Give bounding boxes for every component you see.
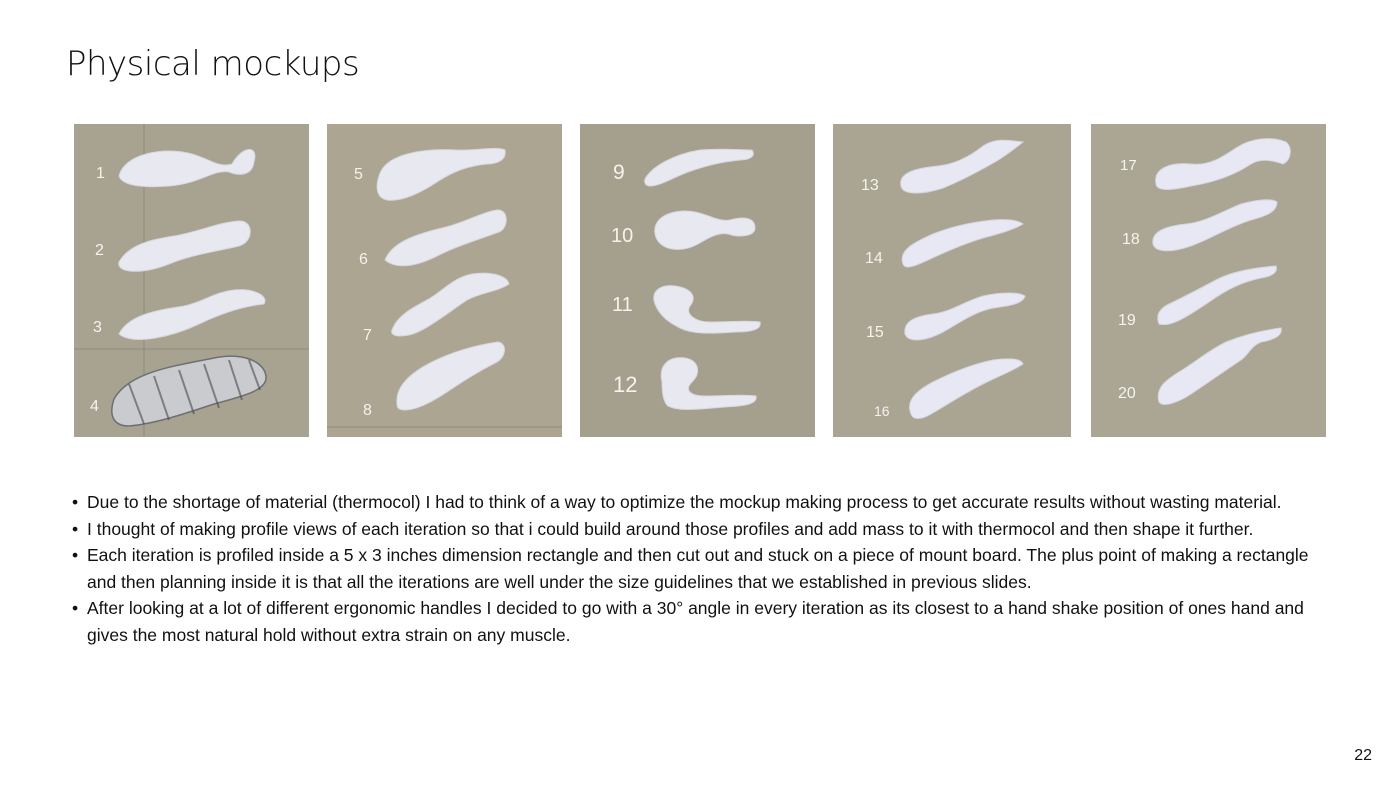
cutout-shape — [119, 290, 265, 340]
mockup-label: 3 — [93, 319, 102, 336]
cutout-shape — [119, 149, 255, 186]
mockup-photo-2 — [327, 124, 562, 437]
cutout-shape — [905, 293, 1025, 340]
mockup-photo-5 — [1091, 124, 1326, 437]
cutout-shape — [385, 210, 506, 266]
mockup-label: 6 — [359, 251, 368, 268]
cutout-shape — [645, 149, 754, 186]
mockup-label: 15 — [866, 324, 884, 341]
mockup-label: 17 — [1120, 157, 1137, 174]
cutout-shape — [910, 359, 1023, 419]
mockup-photo-4 — [833, 124, 1071, 437]
cutout-shape — [1156, 139, 1291, 190]
notes-list — [72, 489, 1322, 648]
mockup-shapes — [833, 124, 1071, 437]
cutout-shape — [392, 273, 509, 336]
cutout-shape — [1158, 266, 1277, 325]
mockup-label: 8 — [363, 402, 372, 419]
slide-title: Physical mockups — [66, 44, 360, 84]
page-number: 22 — [1354, 747, 1372, 764]
mockup-label: 16 — [874, 403, 890, 419]
cutout-shape — [1158, 328, 1281, 404]
mockup-label: 18 — [1122, 231, 1140, 248]
cutout-shape — [902, 220, 1023, 267]
mockup-label: 14 — [865, 250, 883, 267]
mockup-label: 20 — [1118, 385, 1136, 402]
mockup-label: 1 — [96, 165, 105, 182]
mockup-label: 7 — [363, 327, 372, 344]
mockup-label: 9 — [613, 161, 625, 184]
mockup-label: 2 — [95, 242, 104, 259]
mockup-shapes — [74, 124, 309, 437]
mockup-label: 5 — [354, 166, 363, 183]
cutout-shape — [119, 221, 250, 271]
cutout-shape — [1153, 200, 1277, 251]
note-item: • I thought of making profile views of each iteration so that i could build around those profiles and add mass to it with thermocol and then shape it further. — [72, 516, 1322, 543]
cutout-shape — [661, 358, 756, 410]
cutout-shape — [377, 148, 505, 200]
note-item: • After looking at a lot of different ergonomic handles I decided to go with a 30° angle in every iteration as its closest to a hand shake position of ones hand and gives the most natural hold without extra strain on any muscle. — [72, 595, 1322, 648]
note-item: • Due to the shortage of material (thermocol) I had to think of a way to optimize the mockup making process to get accurate results without wasting material. — [72, 489, 1322, 516]
note-item: • Each iteration is profiled inside a 5 x 3 inches dimension rectangle and then cut out and stuck on a piece of mount board. The plus point of making a rectangle and then planning inside it is that all the iterations are well under the size guidelines that we established in previous slides. — [72, 542, 1322, 595]
mockup-label: 19 — [1118, 312, 1136, 329]
mockup-label: 13 — [861, 177, 879, 194]
cutout-shape — [901, 140, 1023, 193]
cutout-shape — [654, 286, 760, 334]
mockup-label: 12 — [613, 372, 638, 397]
wrapped-mockup — [112, 356, 266, 426]
mockup-photo-1 — [74, 124, 309, 437]
mockup-label: 10 — [611, 225, 634, 247]
mockup-label: 4 — [90, 398, 99, 415]
mockup-label: 11 — [612, 294, 633, 316]
cutout-shape — [655, 211, 755, 249]
mockup-photo-3 — [580, 124, 815, 437]
cutout-shape — [397, 342, 505, 410]
